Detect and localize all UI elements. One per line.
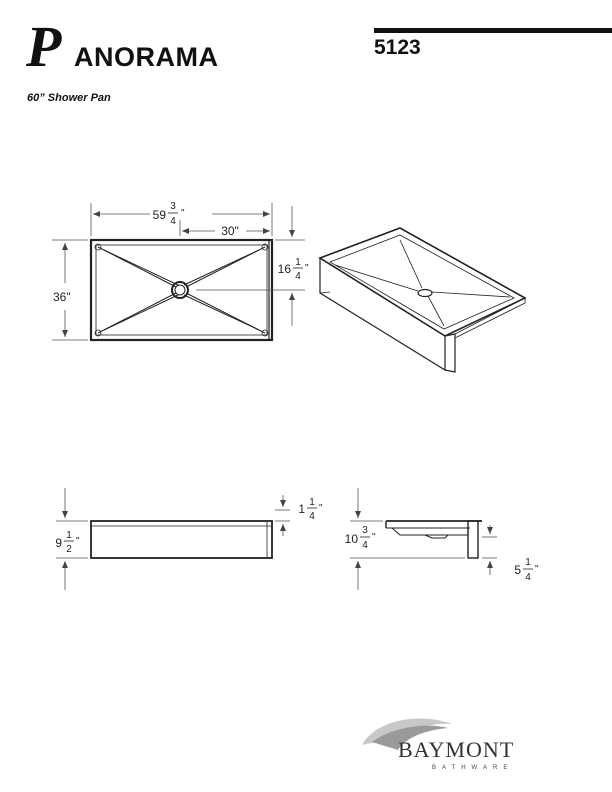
dim-denominator: 4 <box>362 540 368 551</box>
side-pan-bottom <box>392 528 468 535</box>
dim-unit: " <box>319 503 323 514</box>
dim-numerator: 1 <box>66 530 72 541</box>
dim-whole: 5 <box>514 563 521 577</box>
dim-whole: 1 <box>298 502 305 516</box>
dim-unit: " <box>305 263 309 274</box>
logo-initial: P <box>26 14 62 79</box>
front-outline <box>91 521 272 558</box>
lip-height-label <box>298 497 323 522</box>
side-height-label <box>345 525 376 551</box>
iso-slope-line <box>335 265 418 291</box>
dim-numerator: 3 <box>170 201 176 212</box>
iso-drain <box>418 290 432 297</box>
dim-denominator: 2 <box>66 544 72 555</box>
iso-slope-line <box>432 292 510 297</box>
iso-foot <box>445 334 455 372</box>
iso-slope-line <box>428 296 444 326</box>
dim-whole: 16 <box>277 262 291 276</box>
iso-edge <box>320 292 330 293</box>
slope-line <box>184 250 259 285</box>
brand-tagline: BATHWARE <box>432 765 514 771</box>
brand-logo <box>362 719 514 771</box>
foot-height-label <box>514 557 539 583</box>
isometric-view-drawing <box>320 228 525 372</box>
drain-outline <box>172 282 188 298</box>
dim-denominator: 4 <box>309 511 315 522</box>
depth-label: 36" <box>53 290 71 304</box>
dim-whole: 10 <box>344 532 358 546</box>
iso-top-rim <box>320 228 525 336</box>
iso-front-face <box>320 258 445 370</box>
half-width-label: 30" <box>221 224 239 238</box>
dim-numerator: 1 <box>295 257 301 268</box>
dim-numerator: 3 <box>362 525 368 536</box>
side-view-drawing <box>386 521 482 558</box>
drain-inner <box>175 285 185 295</box>
slope-line <box>104 295 178 330</box>
dim-whole: 9 <box>55 536 62 550</box>
dim-denominator: 4 <box>525 572 531 583</box>
brand-name: BAYMONT <box>398 737 515 762</box>
dim-numerator: 1 <box>309 497 315 508</box>
slope-line <box>104 250 178 285</box>
iso-threshold <box>455 298 525 338</box>
slope-line <box>184 295 259 330</box>
dim-denominator: 4 <box>170 216 176 227</box>
dim-unit: " <box>76 536 80 547</box>
dim-whole: 59 <box>152 208 166 222</box>
front-view-drawing <box>91 521 272 558</box>
front-height-label <box>55 530 80 555</box>
dim-numerator: 1 <box>525 557 531 568</box>
dim-unit: " <box>181 208 185 219</box>
side-foot <box>468 521 478 558</box>
dim-unit: " <box>535 564 539 575</box>
logo-wordmark: ANORAMA <box>74 42 219 72</box>
product-subtitle: 60” Shower Pan <box>27 92 111 104</box>
dim-denominator: 4 <box>295 271 301 282</box>
drain-offset-label <box>278 257 309 282</box>
dim-unit: " <box>372 532 376 543</box>
iso-slope-line <box>400 240 422 288</box>
model-number: 5123 <box>374 36 421 59</box>
